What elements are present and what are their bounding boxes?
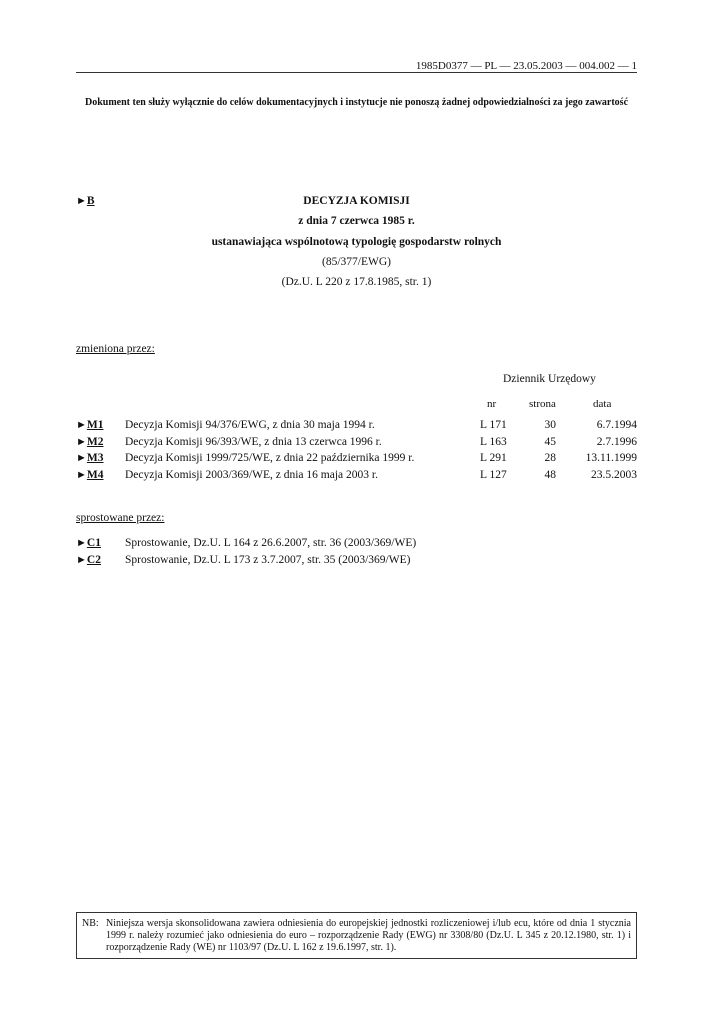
- amendment-link[interactable]: M4: [86, 469, 104, 481]
- act-subject: ustanawiająca wspólnotową typologię gospodarstw rolnych: [211, 236, 502, 248]
- amendment-marker[interactable]: [76, 469, 104, 481]
- amendment-description: Decyzja Komisji 1999/725/WE, z dnia 22 października 1999 r.: [125, 452, 415, 464]
- corrigendum-row: [76, 537, 637, 554]
- amendment-journal-number: L 171: [480, 419, 507, 431]
- amendment-journal-number: L 291: [480, 452, 507, 464]
- amendment-marker[interactable]: [76, 419, 104, 431]
- amendment-marker[interactable]: [76, 452, 104, 464]
- column-nr-header: nr: [487, 398, 497, 410]
- arrow-right-icon: ►: [76, 537, 87, 549]
- official-journal-header: Dziennik Urzędowy: [503, 373, 596, 385]
- corrigendum-marker[interactable]: [76, 554, 101, 566]
- header-rule: [76, 72, 637, 73]
- document-reference: 1985D0377 — PL — 23.05.2003 — 004.002 — 1: [415, 60, 637, 72]
- amendment-page: 30: [544, 419, 556, 431]
- corrigendum-link[interactable]: C2: [86, 554, 101, 566]
- act-journal-reference: (Dz.U. L 220 z 17.8.1985, str. 1): [281, 276, 432, 288]
- note-text: Niniejsza wersja skonsolidowana zawiera odniesienia do europejskiej jednostki rozliczeniowej i/lub ecu, które od dnia 1 stycznia 1999 r. należy rozumieć jako odniesienia do euro – rozporządzenie Rady (EWG) nr 3308/80 (Dz.U. L 345 z 20.12.1980, str. 1) i rozporządzenie Rady (WE) nr 1103/97 (Dz.U. L 162 z 19.6.1997, str. 1).: [106, 918, 631, 953]
- column-date-header: data: [593, 398, 612, 410]
- amendment-link[interactable]: M3: [86, 452, 104, 464]
- amendment-description: Decyzja Komisji 96/393/WE, z dnia 13 czerwca 1996 r.: [125, 436, 382, 448]
- arrow-right-icon: ►: [76, 195, 87, 207]
- arrow-right-icon: ►: [76, 436, 87, 448]
- corrected-by-label: sprostowane przez:: [76, 512, 165, 524]
- corrigendum-marker[interactable]: [76, 537, 101, 549]
- amended-by-label: zmieniona przez:: [76, 343, 155, 355]
- amendment-page: 28: [544, 452, 556, 464]
- arrow-right-icon: ►: [76, 469, 87, 481]
- arrow-right-icon: ►: [76, 452, 87, 464]
- note-label: NB:: [82, 918, 99, 929]
- disclaimer-text: Dokument ten służy wyłącznie do celów dokumentacyjnych i instytucje nie ponoszą żadnej odpowiedzialności za jego zawartość: [84, 97, 629, 108]
- arrow-right-icon: ►: [76, 554, 87, 566]
- amendment-date: 23.5.2003: [591, 469, 637, 481]
- amendment-description: Decyzja Komisji 2003/369/WE, z dnia 16 maja 2003 r.: [125, 469, 378, 481]
- amendment-row: [76, 452, 637, 469]
- act-number: (85/377/EWG): [322, 256, 391, 268]
- amendment-date: 6.7.1994: [596, 419, 637, 431]
- amendment-journal-number: L 163: [480, 436, 507, 448]
- amendment-page: 48: [544, 469, 556, 481]
- column-page-header: strona: [529, 398, 556, 410]
- amendment-row: [76, 469, 637, 486]
- corrigendum-description: Sprostowanie, Dz.U. L 164 z 26.6.2007, str. 36 (2003/369/WE): [125, 537, 417, 549]
- amendment-description: Decyzja Komisji 94/376/EWG, z dnia 30 maja 1994 r.: [125, 419, 375, 431]
- amendment-row: [76, 419, 637, 436]
- amendment-date: 2.7.1996: [596, 436, 637, 448]
- base-act-link[interactable]: B: [86, 195, 95, 207]
- amendment-marker[interactable]: [76, 436, 104, 448]
- amendment-link[interactable]: M2: [86, 436, 104, 448]
- corrigendum-description: Sprostowanie, Dz.U. L 173 z 3.7.2007, str. 35 (2003/369/WE): [125, 554, 411, 566]
- arrow-right-icon: ►: [76, 419, 87, 431]
- corrigendum-row: [76, 554, 637, 571]
- amendment-link[interactable]: M1: [86, 419, 104, 431]
- amendment-page: 45: [544, 436, 556, 448]
- corrigendum-link[interactable]: C1: [86, 537, 101, 549]
- amendment-date: 13.11.1999: [585, 452, 637, 464]
- act-date: z dnia 7 czerwca 1985 r.: [298, 215, 415, 227]
- amendment-journal-number: L 127: [480, 469, 507, 481]
- act-type-title: DECYZJA KOMISJI: [303, 195, 410, 207]
- note-box: [76, 912, 637, 959]
- amendment-row: [76, 436, 637, 453]
